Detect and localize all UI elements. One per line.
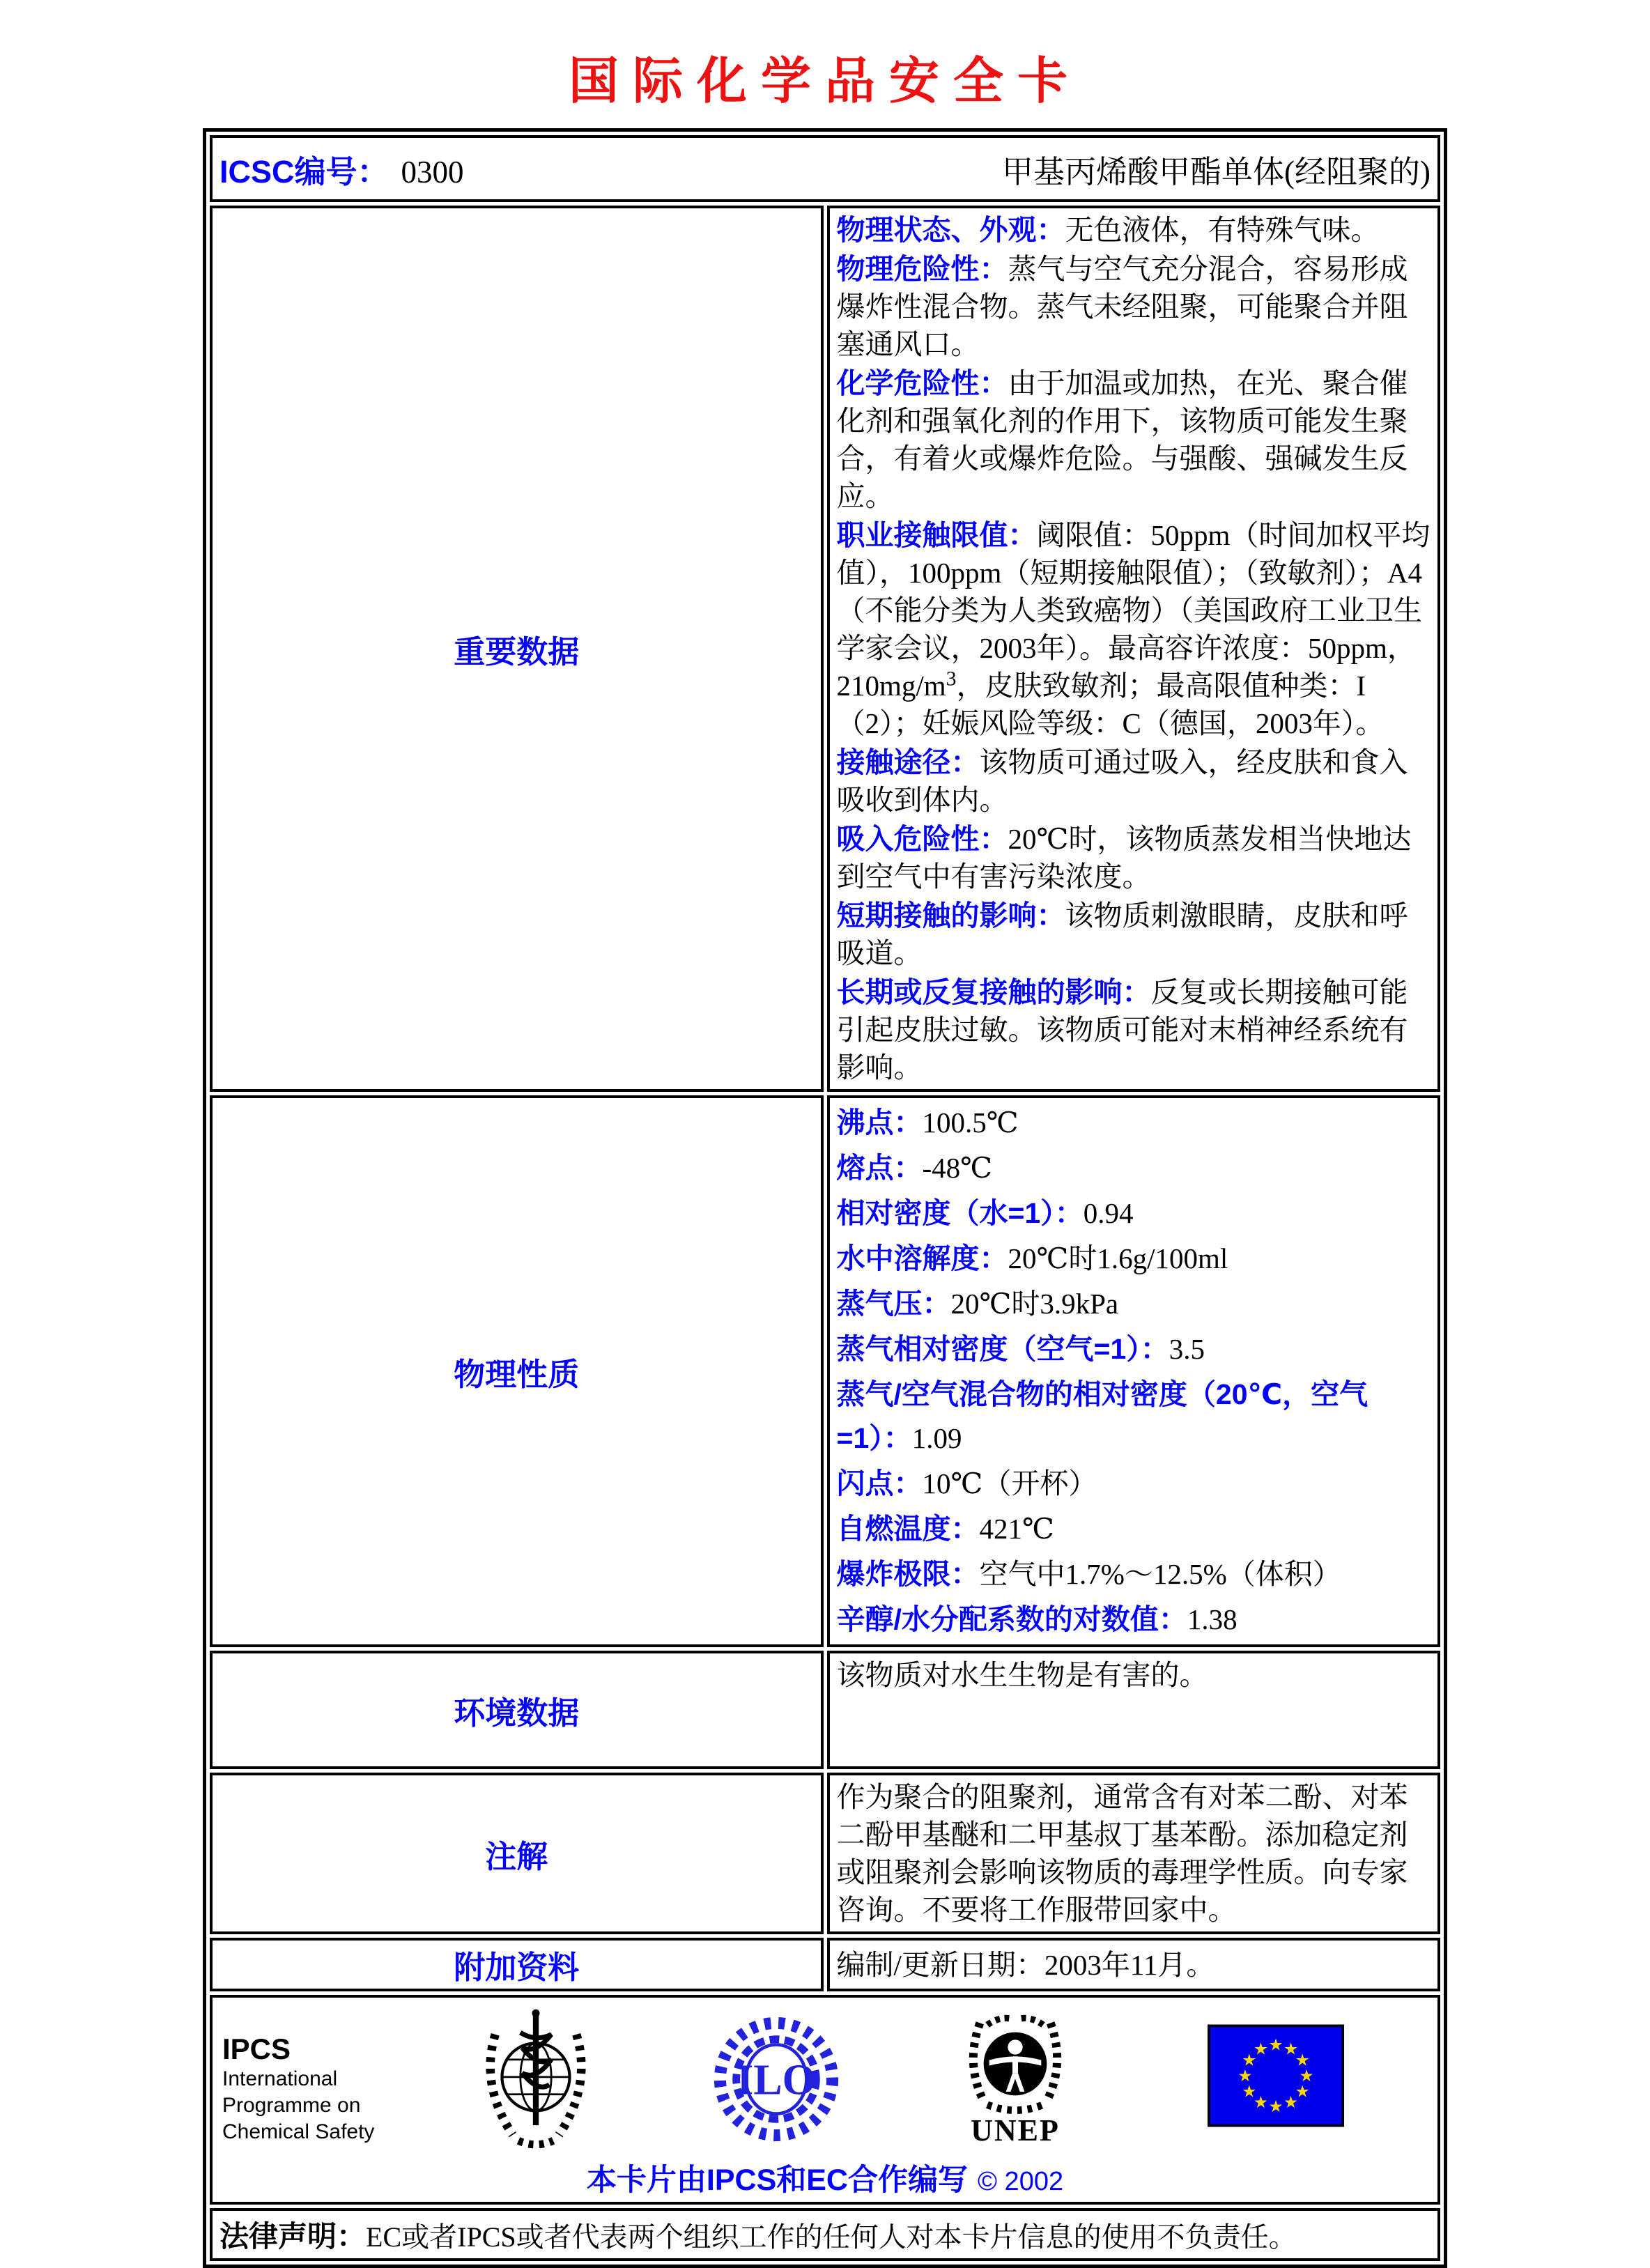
field-value: 20℃时1.6g/100ml [1008,1242,1228,1274]
eu-flag-icon [1208,2024,1344,2127]
svg-text:★: ★ [1295,2050,1310,2070]
field-value: 阈限值：50ppm（时间加权平均值），100ppm（短期接触限值）；（致敏剂）；A4（不能分类为人类致癌物）（美国政府工业卫生学家会议，2003年）。最高容许浓度：50ppm，210mg/m [836,519,1431,702]
row-logos [210,1995,1440,2205]
unep-logo-block [959,2012,1071,2146]
svg-text:★: ★ [1268,2096,1283,2116]
logos-cell [210,1995,1440,2205]
paragraph [837,364,1431,515]
paragraph [837,1101,1431,1145]
ipcs-title: IPCS [222,2032,291,2065]
field-value: 20℃时3.9kPa [950,1288,1119,1320]
field-value: 3 [946,668,957,691]
paragraph [837,1598,1431,1642]
field-label: 化学危险性： [836,367,1008,399]
legal-text: EC或者IPCS或者代表两个组织工作的任何人对本卡片信息的使用不负责任。 [366,2221,1297,2253]
section-label-notes: 注解 [210,1773,824,1934]
paragraph [837,973,1431,1086]
svg-text:★: ★ [1253,2092,1268,2113]
credit-year: © 2002 [978,2167,1064,2196]
svg-text:★: ★ [1299,2065,1314,2085]
page-title: 国际化学品安全卡 [568,51,1081,110]
section-content-additional-info [827,1938,1441,1991]
paragraph [837,1778,1431,1929]
field-value: 该物质对水生生物是有害的。 [836,1659,1208,1691]
field-value: 蒸气与空气充分混合，容易形成爆炸性混合物。蒸气未经阻聚，可能聚合并阻塞通风口。 [836,253,1408,360]
svg-text:★: ★ [1268,2035,1283,2055]
paragraph [837,1282,1431,1326]
section-label-physical-properties: 物理性质 [210,1095,824,1647]
icsc-number-label: ICSC编号： [219,153,389,190]
unep-caption: UNEP [971,2113,1060,2147]
paragraph [837,1507,1431,1551]
credit-line [222,2157,1428,2199]
section-content-physical-properties [827,1095,1441,1647]
field-value: 1.09 [911,1422,962,1454]
field-value: 无色液体，有特殊气味。 [1065,214,1380,246]
paragraph [837,743,1431,819]
row-icsc-header [210,135,1440,202]
row-notes [210,1773,1440,1934]
field-label: 吸入危险性： [836,823,1008,855]
field-label: 爆炸极限： [836,1558,980,1590]
credit-text: 本卡片由IPCS和EC合作编写 [586,2163,968,2197]
field-label: 自燃温度： [836,1513,980,1545]
section-content-notes [827,1773,1441,1934]
field-label: 蒸气压： [836,1288,951,1320]
field-label: 接触途径： [836,746,980,778]
field-label: 物理状态、外观： [836,214,1065,246]
paragraph [837,1656,1431,1694]
field-label: 短期接触的影响： [836,900,1065,932]
svg-text:★: ★ [1242,2081,1257,2101]
field-value: 10℃（开杯） [922,1467,1097,1499]
field-value: 1.38 [1187,1603,1238,1635]
field-label: 熔点： [836,1152,923,1184]
ipcs-line-1: International [222,2067,338,2090]
field-label: 辛醇/水分配系数的对数值： [836,1603,1187,1635]
field-value: 20℃时，该物质蒸发相当快地达到空气中有害污染浓度。 [836,823,1412,893]
row-important-data [210,206,1440,1092]
paragraph [837,250,1431,363]
svg-text:★: ★ [1283,2092,1299,2113]
paragraph [837,1191,1431,1235]
paragraph [837,516,1431,742]
who-logo-icon [477,2007,594,2152]
field-label: 水中溶解度： [836,1242,1008,1274]
section-label-environmental-data: 环境数据 [210,1651,824,1769]
field-value: ，皮肤致敏剂；最高限值种类：I（2）；妊娠风险等级：C（德国，2003年）。 [836,670,1385,739]
row-physical-properties [210,1095,1440,1647]
field-value: 作为聚合的阻聚剂，通常含有对苯二酚、对苯二酚甲基醚和二甲基叔丁基苯酚。添加稳定剂或阻聚剂会影响该物质的毒理学性质。向专家咨询。不要将工作服带回家中。 [836,1781,1408,1926]
field-value: 反复或长期接触可能引起皮肤过敏。该物质可能对末梢神经系统有影响。 [836,976,1408,1083]
field-value: 3.5 [1169,1333,1205,1365]
paragraph [837,820,1431,895]
ipcs-line-2: Programme on [222,2094,361,2117]
svg-text:★: ★ [1242,2050,1257,2070]
section-content-environmental-data [827,1651,1441,1769]
legal-cell [210,2208,1440,2261]
field-label: 蒸气相对密度（空气=1）： [836,1333,1169,1365]
ilo-monogram-text: ILO [737,2056,816,2104]
field-value: 该物质可通过吸入，经皮肤和食入吸收到体内。 [836,746,1408,816]
icsc-number-group [219,146,464,192]
field-value: 0.94 [1083,1197,1134,1229]
icsc-header-cell [210,135,1440,202]
field-value: 100.5℃ [922,1106,1019,1139]
paragraph [837,1327,1431,1371]
field-value: 编制/更新日期：2003年11月。 [836,1948,1215,1981]
section-label-additional-info: 附加资料 [210,1938,824,1991]
field-value: 由于加温或加热，在光、聚合催化剂和强氧化剂的作用下，该物质可能发生聚合，有着火或爆炸危险。与强酸、强碱发生反应。 [836,367,1408,512]
unep-logo-icon [959,2012,1071,2116]
row-legal [210,2208,1440,2261]
ilo-logo-icon [711,2014,841,2144]
field-label: 蒸气/空气混合物的相对密度（20℃，空气=1）： [836,1378,1368,1454]
icsc-card-table [203,128,1447,2268]
paragraph [837,897,1431,972]
ipcs-line-3: Chemical Safety [222,2120,375,2143]
field-value: 该物质刺激眼睛，皮肤和呼吸道。 [836,900,1408,969]
paragraph [837,1373,1431,1460]
paragraph [837,1462,1431,1506]
chemical-name: 甲基丙烯酸甲酯单体(经阻聚的) [1002,154,1431,190]
field-value: -48℃ [922,1152,993,1184]
svg-text:★: ★ [1283,2039,1299,2059]
field-label: 闪点： [836,1467,923,1499]
paragraph [837,1946,1431,1984]
svg-text:★: ★ [1238,2065,1253,2085]
legal-label: 法律声明： [219,2220,367,2253]
ipcs-text-block [222,2005,431,2145]
paragraph [837,1552,1431,1596]
paragraph [837,1237,1431,1281]
field-label: 长期或反复接触的影响： [836,976,1151,1008]
row-environmental-data [210,1651,1440,1769]
field-label: 相对密度（水=1）： [836,1197,1084,1229]
field-value: 空气中1.7%～12.5%（体积） [979,1558,1341,1590]
field-label: 沸点： [836,1106,923,1139]
field-label: 物理危险性： [836,253,1008,285]
section-label-important-data: 重要数据 [210,206,824,1092]
svg-text:★: ★ [1253,2039,1268,2059]
section-content-important-data [827,206,1441,1092]
paragraph [837,1146,1431,1190]
field-label: 职业接触限值： [836,519,1037,551]
icsc-number-value: 0300 [401,154,464,190]
field-value: 421℃ [979,1513,1054,1545]
svg-text:★: ★ [1295,2081,1310,2101]
row-additional-info [210,1938,1440,1991]
paragraph [837,211,1431,249]
